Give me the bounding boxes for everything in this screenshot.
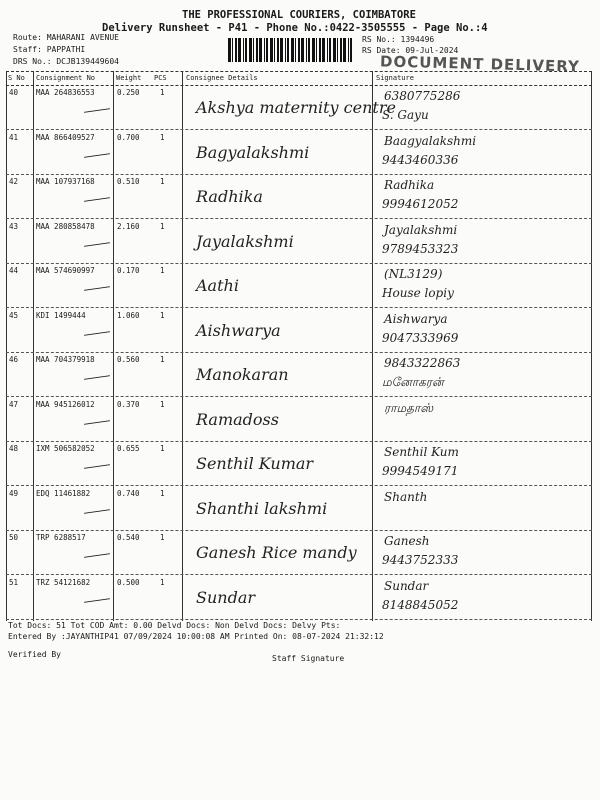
barcode-bar: [285, 38, 286, 62]
pieces: 1: [160, 266, 165, 275]
barcode-bar: [249, 38, 252, 62]
sno: 40: [9, 88, 19, 97]
col-weight: Weight: [116, 74, 142, 82]
barcode-bar: [232, 38, 233, 62]
barcode-bar: [256, 38, 258, 62]
consignment-number: EDQ 11461882: [36, 488, 91, 498]
sno: 43: [9, 221, 19, 231]
consignment-number: MAA 704379918: [36, 355, 95, 364]
col-consignment: Consignment No: [36, 74, 96, 82]
barcode-bar: [343, 38, 346, 62]
barcode-bar: [327, 38, 328, 62]
signature-line-1: Ganesh: [384, 534, 430, 548]
consignment-number: IXM 506582052: [36, 444, 95, 453]
pieces: 1: [160, 488, 165, 498]
sno: 45: [9, 310, 19, 320]
consignment-number: TRP 6288517: [36, 533, 86, 542]
pieces: 1: [160, 132, 165, 142]
consignee-name: Bagyalakshmi: [196, 142, 310, 162]
consignee-name: Manokaran: [196, 365, 289, 384]
table-row: [6, 86, 592, 130]
weight: 0.500: [117, 577, 140, 587]
check-mark-icon: [84, 286, 110, 291]
check-mark-icon: [84, 598, 110, 603]
signature-line-1: Radhika: [384, 178, 435, 192]
pieces: 1: [160, 355, 165, 364]
consignment-number: TRZ 54121682: [36, 577, 91, 587]
barcode-bar: [350, 38, 352, 62]
weight: 0.370: [117, 399, 140, 409]
weight: 0.510: [117, 177, 140, 186]
delivery-table: [6, 71, 592, 621]
barcode-bar: [245, 38, 247, 62]
barcode-bar: [270, 38, 273, 62]
barcode-bar: [322, 38, 325, 62]
sno: 44: [9, 266, 19, 275]
check-mark-icon: [84, 197, 110, 202]
pieces: 1: [160, 88, 165, 97]
sno: 42: [9, 177, 19, 186]
weight: 0.740: [117, 488, 140, 498]
barcode-bar: [238, 38, 241, 62]
barcode-bar: [280, 38, 283, 62]
barcode-bar: [306, 38, 307, 62]
signature-line-1: 6380775286: [384, 89, 461, 103]
consignee-name: Ganesh Rice mandy: [196, 543, 357, 562]
rs-date: RS Date: 09-Jul-2024: [362, 46, 459, 55]
barcode: [228, 38, 356, 62]
weight: 0.655: [117, 444, 140, 453]
consignee-name: Senthil Kumar: [196, 454, 314, 473]
signature-line-1: ராமதாஸ்: [384, 400, 434, 415]
barcode-bar: [235, 38, 237, 62]
rs-number: RS No.: 1394496: [362, 35, 435, 44]
col-pcs: PCS: [154, 74, 167, 82]
signature-line-2: 9443460336: [382, 152, 459, 167]
weight: 0.170: [117, 266, 140, 275]
barcode-bar: [243, 38, 244, 62]
pieces: 1: [160, 221, 165, 231]
pieces: 1: [160, 310, 165, 320]
table-row: [6, 531, 592, 575]
weight: 0.250: [117, 88, 140, 97]
consignee-name: Aathi: [196, 276, 239, 295]
signature-line-2: House lopiy: [382, 286, 454, 300]
barcode-bar: [266, 38, 268, 62]
pieces: 1: [160, 444, 165, 453]
sno: 41: [9, 132, 19, 142]
company-title: THE PROFESSIONAL COURIERS, COIMBATORE: [182, 9, 416, 21]
consignee-name: Radhika: [196, 187, 263, 206]
weight: 0.560: [117, 355, 140, 364]
col-sno: S No: [8, 74, 25, 82]
consignment-number: MAA 574690997: [36, 266, 95, 275]
consignee-name: Jayalakshmi: [196, 231, 294, 251]
check-mark-icon: [84, 420, 110, 425]
barcode-bar: [340, 38, 342, 62]
barcode-bar: [228, 38, 231, 62]
table-row: [6, 175, 592, 219]
table-row: [6, 309, 592, 353]
table-row: [6, 576, 592, 620]
barcode-bar: [287, 38, 289, 62]
table-row: [6, 442, 592, 486]
check-mark-icon: [84, 108, 110, 113]
barcode-bar: [259, 38, 262, 62]
pieces: 1: [160, 399, 165, 409]
table-row: [6, 264, 592, 308]
table-row: [6, 131, 592, 175]
check-mark-icon: [84, 509, 110, 514]
signature-line-2: மனோகரன்: [382, 375, 444, 389]
signature-line-2: 9994549171: [382, 464, 459, 478]
drs-number: DRS No.: DCJB139449604: [13, 57, 119, 66]
pieces: 1: [160, 577, 165, 587]
col-signature: Signature: [376, 74, 414, 82]
sno: 48: [9, 444, 19, 453]
signature-line-1: Jayalakshmi: [384, 222, 458, 237]
totals-line: Tot Docs: 51 Tot COD Amt: 0.00 Delvd Docs: Non Delvd Docs: Delvy Pts:: [8, 621, 341, 630]
table-row: [6, 220, 592, 264]
barcode-bar: [253, 38, 254, 62]
sno: 49: [9, 488, 19, 498]
check-mark-icon: [84, 242, 110, 247]
weight: 0.540: [117, 533, 140, 542]
barcode-bar: [264, 38, 265, 62]
weight: 2.160: [117, 221, 140, 231]
barcode-bar: [329, 38, 331, 62]
signature-line-1: Senthil Kum: [384, 445, 459, 459]
signature-line-2: S. Gayu: [382, 108, 429, 122]
signature-line-1: (NL3129): [384, 267, 443, 281]
signature-line-2: 9789453323: [382, 241, 459, 256]
barcode-bar: [308, 38, 310, 62]
check-mark-icon: [84, 553, 110, 558]
signature-line-2: 8148845052: [382, 597, 459, 612]
consignment-number: MAA 945126012: [36, 399, 95, 409]
consignment-number: MAA 280858478: [36, 221, 95, 231]
entered-by: Entered By :JAYANTHIP41 07/09/2024 10:00:08 AM Printed On: 08-07-2024 21:32:12: [8, 632, 384, 641]
pieces: 1: [160, 533, 165, 542]
barcode-bar: [301, 38, 304, 62]
sno: 51: [9, 577, 19, 587]
check-mark-icon: [84, 375, 110, 380]
barcode-bar: [298, 38, 300, 62]
consignee-name: Sundar: [196, 587, 255, 607]
signature-line-1: Aishwarya: [384, 311, 448, 326]
col-consignee: Consignee Details: [186, 74, 258, 82]
weight: 1.060: [117, 310, 140, 320]
route: Route: MAHARANI AVENUE: [13, 33, 119, 42]
pieces: 1: [160, 177, 165, 186]
consignment-number: MAA 107937168: [36, 177, 95, 186]
sno: 47: [9, 399, 19, 409]
signature-line-2: 9047333969: [382, 330, 459, 345]
barcode-bar: [295, 38, 296, 62]
table-row: [6, 487, 592, 531]
barcode-bar: [333, 38, 336, 62]
consignment-number: MAA 866409527: [36, 132, 95, 142]
staff: Staff: PAPPATHI: [13, 45, 86, 54]
barcode-bar: [277, 38, 279, 62]
verified-by: Verified By: [8, 650, 61, 659]
barcode-bar: [337, 38, 338, 62]
barcode-bar: [348, 38, 349, 62]
check-mark-icon: [84, 464, 110, 469]
signature-line-1: 9843322863: [384, 356, 461, 370]
staff-signature: Staff Signature: [272, 654, 345, 663]
document-delivery-stamp: DOCUMENT DELIVERY: [379, 52, 581, 76]
barcode-bar: [316, 38, 317, 62]
consignment-number: MAA 264836553: [36, 88, 95, 97]
barcode-bar: [274, 38, 275, 62]
signature-line-2: 9994612052: [382, 197, 459, 211]
barcode-bar: [312, 38, 315, 62]
signature-line-2: 9443752333: [382, 553, 459, 567]
signature-line-1: Baagyalakshmi: [384, 133, 477, 148]
consignee-name: Shanthi lakshmi: [196, 498, 328, 518]
consignee-name: Ramadoss: [196, 409, 279, 429]
consignee-name: Akshya maternity centre: [196, 98, 396, 117]
consignee-name: Aishwarya: [196, 320, 281, 340]
barcode-bar: [319, 38, 321, 62]
check-mark-icon: [84, 331, 110, 336]
table-row: [6, 353, 592, 397]
consignment-number: KDI 1499444: [36, 310, 86, 320]
check-mark-icon: [84, 153, 110, 158]
runsheet-title: Delivery Runsheet - P41 - Phone No.:0422-3505555 - Page No.:4: [102, 22, 488, 34]
barcode-bar: [291, 38, 294, 62]
sno: 46: [9, 355, 19, 364]
sno: 50: [9, 533, 19, 542]
weight: 0.700: [117, 132, 140, 142]
table-row: [6, 398, 592, 442]
signature-line-1: Sundar: [384, 578, 429, 593]
signature-line-1: Shanth: [384, 489, 428, 504]
